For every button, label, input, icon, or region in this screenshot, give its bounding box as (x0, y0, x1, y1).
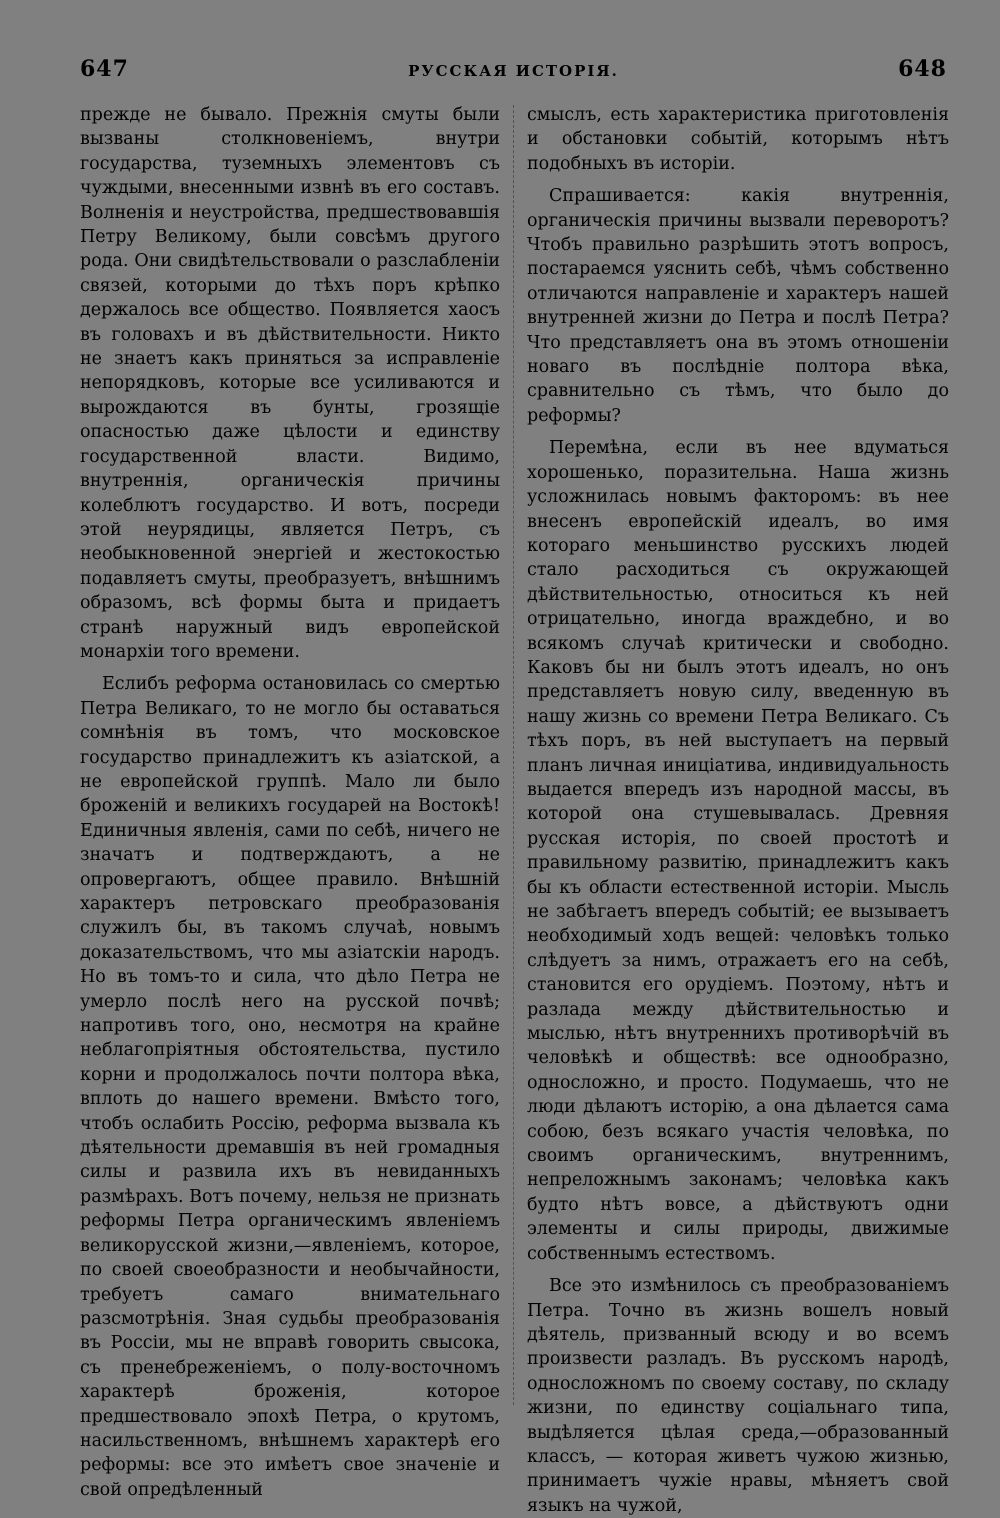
right-column (527, 103, 949, 1518)
running-title: РУССКАЯ ИСТОРІЯ. (408, 62, 619, 80)
paragraph: Спрашивается: какія внутреннія, органическія причины вызвали переворотъ? Чтобъ правильно разрѣшить этотъ вопросъ, постараемся уяснить себѣ, чѣмъ собственно отличаются направленіе и характеръ нашей внутренней жизни до Петра и послѣ Петра? Что представляетъ она въ этомъ отношеніи новаго въ послѣдніе полтора вѣка, сравнительно съ тѣмъ, что было до реформы? (527, 186, 949, 426)
paragraph: Перемѣна, если въ нее вдуматься хорошенько, поразительна. Наша жизнь усложнилась новымъ факторомъ: въ нее внесенъ европейскій идеалъ, во имя котораго меньшинство русскихъ людей стало расходиться съ окружающей дѣйствительностью, относиться къ ней отрицательно, иногда враждебно, и во всякомъ случаѣ критически и свободно. Каковъ бы ни былъ этотъ идеалъ, но онъ представляетъ новую силу, введенную въ нашу жизнь со времени Петра Великаго. Съ тѣхъ поръ, въ ней выступаетъ на первый планъ личная иниціатива, индивидуальность выдается впередъ изъ народной массы, въ которой она стушевывалась. Древняя русская исторія, по своей простотѣ и правильному развитію, принадлежитъ какъ бы къ области естественной исторіи. Мысль не забѣгаетъ впередъ событій; ее вызываетъ необходимый ходъ вещей: человѣкъ только слѣдуетъ за нимъ, отражаетъ его на себѣ, становится его орудіемъ. Поэтому, нѣтъ и разлада между дѣйствительностью и мыслью, нѣтъ внутреннихъ противорѣчій въ человѣкѣ и обществѣ: все однообразно, односложно, и просто. Подумаешь, что не люди дѣлаютъ исторію, а она дѣлается сама собою, безъ всякаго участія человѣка, по своимъ органическимъ, внутреннимъ, непреложнымъ законамъ; человѣка какъ будто нѣтъ вовсе, а дѣйствуютъ одни элементы и силы природы, движимые собственнымъ естествомъ. (527, 438, 949, 1264)
page-number-left: 647 (80, 56, 129, 82)
paragraph: смыслъ, есть характеристика приготовленія и обстановки событій, которымъ нѣтъ подобныхъ въ исторіи. (527, 105, 949, 174)
paragraph: Еслибъ реформа остановилась со смертью Петра Великаго, то не могло бы оставаться сомнѣнія въ томъ, что московское государство принадлежитъ къ азіатской, а не европейской группѣ. Мало ли было броженій и великихъ государей на Востокѣ! Единичныя явленія, сами по себѣ, ничего не значатъ и подтверждаютъ, а не опровергаютъ, общее правило. Внѣшній характеръ петровскаго преобразованія служилъ бы, въ такомъ случаѣ, новымъ доказательствомъ, что мы азіатскіи народъ. Но въ томъ-то и сила, что дѣло Петра не умерло послѣ него на русской почвѣ; напротивъ того, оно, несмотря на крайне неблагопріятныя обстоятельства, пустило корни и продолжалось почти полтора вѣка, вплоть до нашего времени. Вмѣсто того, чтобъ ослабить Россію, реформа вызвала къ дѣятельности дремавшія въ ней громадныя силы и развила ихъ въ невиданныхъ размѣрахъ. Вотъ почему, нельзя не признать реформы Петра органическимъ явленіемъ великорусской жизни,—явленіемъ, которое, по своей своеобразности и необычайности, требуетъ самаго внимательнаго разсмотрѣнія. Зная судьбы преобразованія въ Россіи, мы не вправѣ говорить свысока, съ пренебреженіемъ, о полу-восточномъ характерѣ броженія, которое предшествовало эпохѣ Петра, о крутомъ, насильственномъ, внѣшнемъ характерѣ его реформы: все это имѣетъ свое значеніе и свой опредѣленный (80, 674, 500, 1500)
paragraph: Все это измѣнилось съ преобразованіемъ Петра. Точно въ жизнь вошелъ новый дѣятель, призванный всюду и во всемъ произвести разладъ. Въ русскомъ народѣ, односложномъ по своему составу, по складу жизни, по единству соціальнаго типа, выдѣляется цѣлая среда,—образованный классъ, — которая живетъ чужою жизнью, принимаетъ чужіе нравы, мѣняетъ свой языкъ на чужой, (527, 1276, 949, 1516)
page-number-right: 648 (898, 56, 947, 82)
paragraph: прежде не бывало. Прежнія смуты были вызваны столкновеніемъ, внутри государства, туземныхъ элементовъ съ чуждыми, внесенными извнѣ въ его составъ. Волненія и неустройства, предшествовавшія Петру Великому, были совсѣмъ другого рода. Они свидѣтельствовали о разслабленіи связей, которыми до тѣхъ поръ крѣпко держалось все общество. Появляется хаосъ въ головахъ и въ дѣйствительности. Никто не знаетъ какъ приняться за исправленіе непорядковъ, которые все усиливаются и вырождаются въ бунты, грозящіе опасностью даже цѣлости и единству государственной власти. Видимо, внутреннія, органическія причины колеблютъ государство. И вотъ, посреди этой неурядицы, является Петръ, съ необыкновенной энергіей и жестокостью подавляетъ смуты, преобразуетъ, внѣшнимъ образомъ, всѣ формы быта и придаетъ странѣ наружный видъ европейской монархіи того времени. (80, 105, 500, 662)
column-divider (513, 105, 515, 1405)
page-header (80, 56, 947, 88)
left-column (80, 103, 500, 1502)
